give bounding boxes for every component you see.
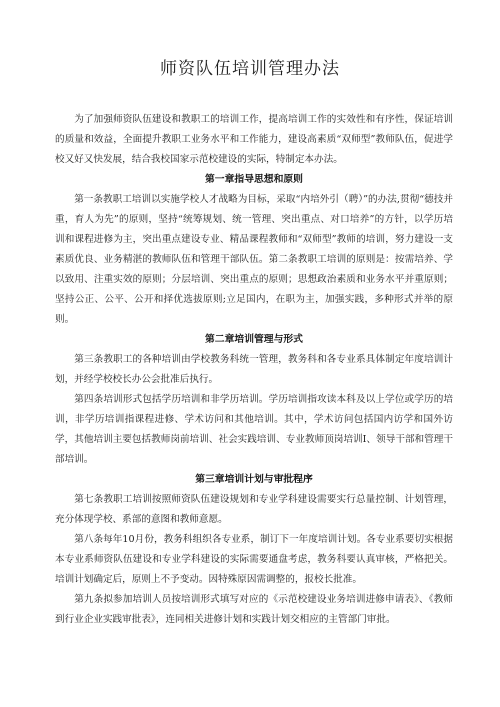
chapter-1-heading: 第一章指导思想和原则: [205, 174, 303, 185]
article-4-paragraph: 第四条培训形式包括学历培训和非学历培训。学历培训指攻读本科及以上学位或学历的培训，非学历培训指课程进修、学术访问和其他培训。其中，学术访问包括国内访学和国外访学，其他培训主要包括教师岗前培训、社会实践培训、专业教师顶岗培训I、领导干部和管理干部培训。: [55, 394, 453, 465]
article-1-2-paragraph: 第一条教职工培训以实施学校人才战略为目标，采取“内培外引（聘）”的办法,贯彻“德技并重，育人为先”的原则，坚持“统筹规划、统一管理、突出重点、对口培养”的方针，以学历培训和课程进修为主，突出重点建设专业、精品课程教师和“双师型”教师的培训，努力建设一支素质优良、业务精湛的教师队伍和管理干部队伍。第二条教职工培训的原则是：按需培养、学以致用、注重实效的原则；分层培训、突出重点的原则；思想政治素质和业务水平并重原则；坚持公正、公平、公开和择优选拔原则;立足国内，在职为主，加强实践，多种形式并举的原则。: [55, 194, 453, 325]
intro-paragraph: 为了加强师资队伍建设和教职工的培训工作，提高培训工作的实效性和有序性，保证培训的质量和效益，全面提升教职工业务水平和工作能力，建设高素质“双师型”教师队伍，促进学校又好又快发展，结合我校国家示范校建设的实际，特制定本办法。: [55, 114, 453, 165]
article-9-paragraph: 第九条拟参加培训人员按培训形式填写对应的《示范校建设业务培训进修申请表》、《教师到行业企业实践审批表》，连同相关进修计划和实践计划交相应的主管部门审批。: [55, 594, 453, 625]
article-3-paragraph: 第三条教职工的各种培训由学校教务科统一管理，教务科和各专业系具体制定年度培训计划，并经学校校长办公会批准后执行。: [55, 354, 453, 385]
chapter-3-heading: 第三章培训计划与审批程序: [195, 474, 313, 485]
chapter-2-heading: 第二章培训管理与形式: [205, 334, 303, 345]
article-8-paragraph: 第八条每年10月份，教务科组织各专业系，制订下一年度培训计划。各专业系要切实根据本专业系师资队伍建设和专业学科建设的实际需要通盘考虑，教务科要认真审核，严格把关。培训计划确定后，原则上不予变动。因特殊原因需调整的，报校长批准。: [55, 534, 453, 585]
article-7-paragraph: 第七条教职工培训按照师资队伍建设规划和专业学科建设需要实行总量控制、计划管理，充分体现学校、系部的意图和教师意愿。: [55, 494, 453, 525]
document-title: 师资队伍培训管理办法: [160, 59, 340, 79]
document-body: [55, 110, 453, 630]
